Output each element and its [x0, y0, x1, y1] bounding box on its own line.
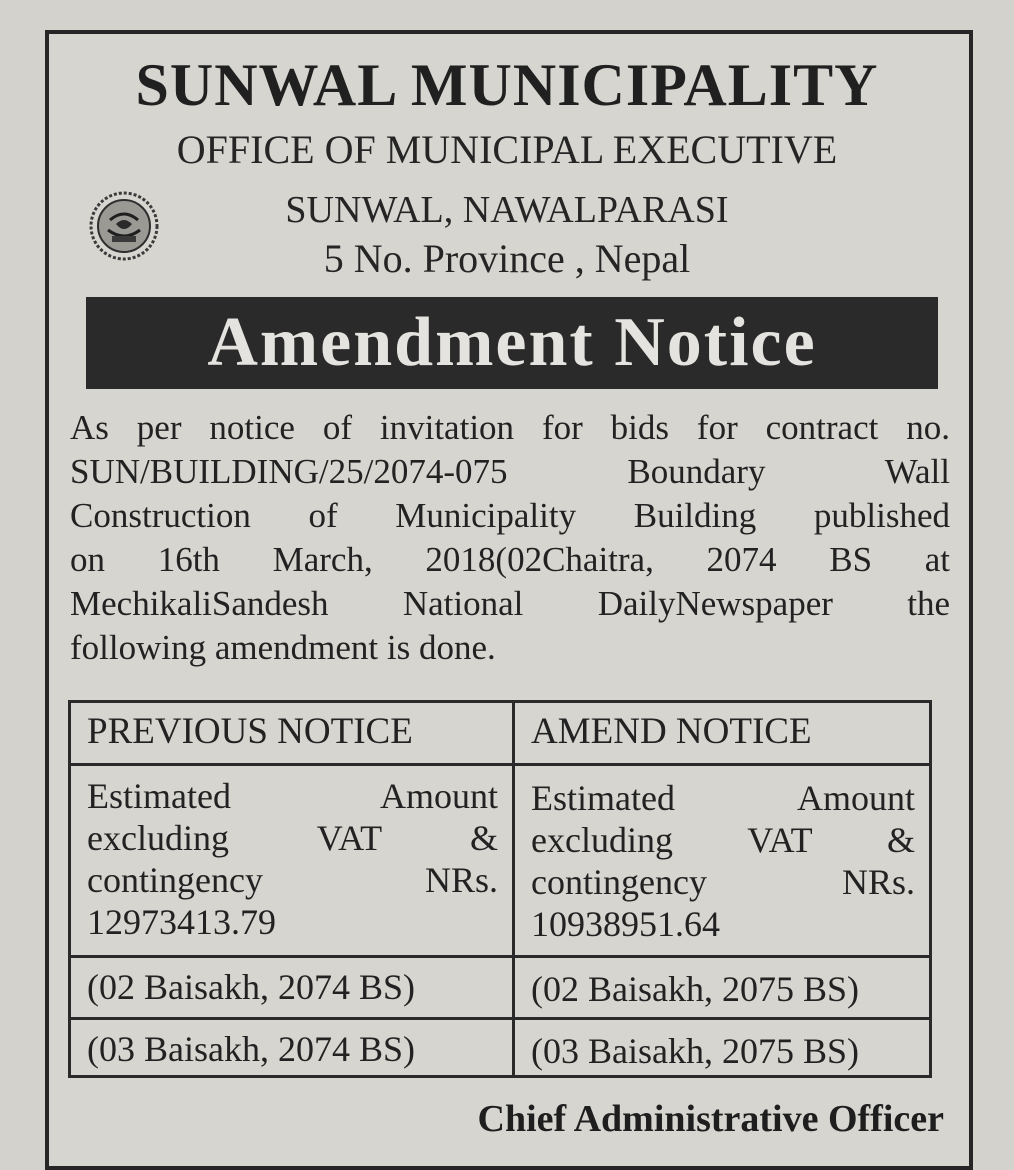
amend-date-cell: (02 Baisakh, 2075 BS)	[531, 969, 859, 1009]
paragraph-line: following amendment is done.	[70, 628, 496, 667]
column-header-amend: AMEND NOTICE	[531, 711, 812, 752]
previous-date-cell: (03 Baisakh, 2074 BS)	[87, 1029, 415, 1069]
paragraph-line: MechikaliSandesh National DailyNewspaper the	[70, 584, 950, 623]
table-divider	[71, 955, 929, 958]
cell-line: excluding VAT &	[87, 818, 498, 858]
paragraph-line: Construction of Municipality Building published	[70, 496, 950, 535]
province-line: 5 No. Province , Nepal	[323, 236, 691, 281]
amend-amount: 10938951.64	[531, 904, 720, 944]
previous-date-cell: (02 Baisakh, 2074 BS)	[87, 967, 415, 1007]
cell-line: Estimated Amount	[531, 778, 915, 818]
municipality-title: SUNWAL MUNICIPALITY	[135, 52, 879, 118]
office-location: SUNWAL, NAWALPARASI	[285, 189, 729, 231]
cell-line: contingency NRs.	[531, 862, 915, 902]
amendment-table	[68, 700, 932, 1078]
table-divider	[71, 763, 929, 766]
previous-amount: 12973413.79	[87, 902, 276, 942]
office-name: OFFICE OF MUNICIPAL EXECUTIVE	[176, 127, 838, 172]
paragraph-line: As per notice of invitation for bids for contract no.	[70, 408, 950, 447]
paragraph-line: SUN/BUILDING/25/2074-075 Boundary Wall	[70, 452, 950, 491]
previous-estimate-cell	[71, 775, 512, 943]
amend-date-cell: (03 Baisakh, 2075 BS)	[531, 1031, 859, 1071]
amendment-notice-banner: Amendment Notice	[86, 297, 938, 389]
cell-line: Estimated Amount	[87, 776, 498, 816]
amend-estimate-cell	[515, 777, 929, 945]
table-divider	[71, 1017, 929, 1020]
paragraph-line: on 16th March, 2018(02Chaitra, 2074 BS at	[70, 540, 950, 579]
notice-paragraph	[70, 406, 950, 670]
column-header-previous: PREVIOUS NOTICE	[87, 711, 413, 752]
cell-line: contingency NRs.	[87, 860, 498, 900]
cell-line: excluding VAT &	[531, 820, 915, 860]
signatory-title: Chief Administrative Officer	[477, 1098, 944, 1140]
